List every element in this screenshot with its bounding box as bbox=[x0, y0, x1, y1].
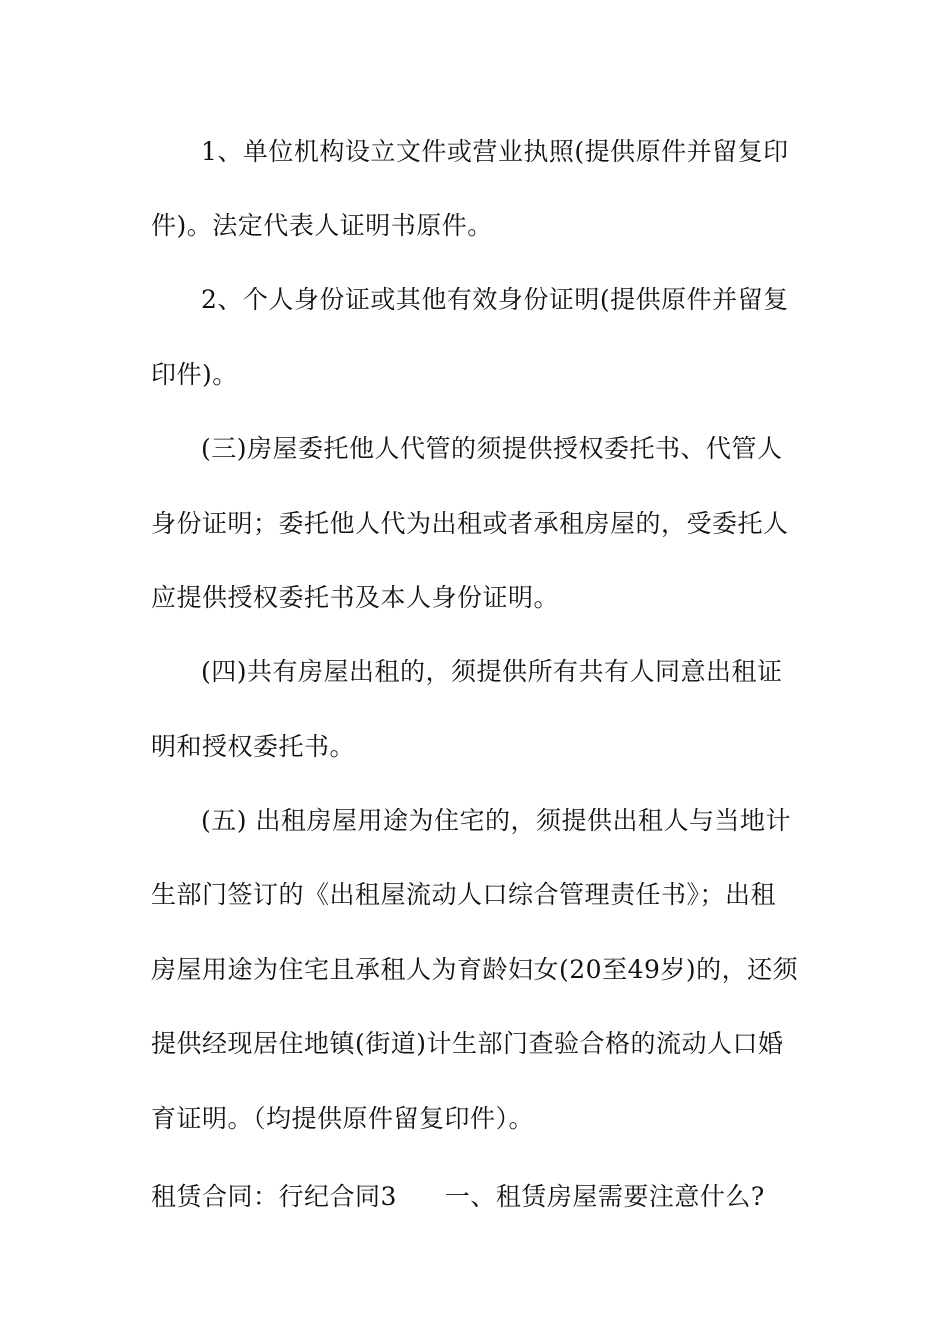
paragraph-5-line-2: 生部门签订的《出租屋流动人口综合管理责任书》；出租 bbox=[151, 880, 777, 909]
footer-line bbox=[151, 1181, 765, 1213]
paragraph-4-line-2: 明和授权委托书。 bbox=[151, 732, 356, 761]
footer-right-text: 一、租赁房屋需要注意什么? bbox=[444, 1182, 765, 1211]
paragraph-3-line-1: (三)房屋委托他人代管的须提供授权委托书、代管人 bbox=[201, 434, 783, 463]
paragraph-5-line-5: 育证明。（均提供原件留复印件）。 bbox=[151, 1104, 535, 1133]
paragraph-3-line-3: 应提供授权委托书及本人身份证明。 bbox=[151, 583, 560, 612]
paragraph-4-line-1: (四)共有房屋出租的，须提供所有共有人同意出租证 bbox=[201, 657, 783, 686]
paragraph-1-line-1: 1、单位机构设立文件或营业执照(提供原件并留复印 bbox=[201, 137, 789, 166]
paragraph-5-line-3: 房屋用途为住宅且承租人为育龄妇女(20至49岁)的，还须 bbox=[151, 955, 799, 984]
paragraph-5-line-1: (五) 出租房屋用途为住宅的，须提供出租人与当地计 bbox=[201, 806, 791, 835]
paragraph-5-line-4: 提供经现居住地镇(街道)计生部门查验合格的流动人口婚 bbox=[151, 1029, 784, 1058]
paragraph-2-line-2: 印件)。 bbox=[151, 360, 238, 389]
paragraph-2-line-1: 2、个人身份证或其他有效身份证明(提供原件并留复 bbox=[201, 285, 789, 314]
footer-left-text: 租赁合同：行纪合同3 bbox=[151, 1182, 397, 1211]
paragraph-3-line-2: 身份证明；委托他人代为出租或者承租房屋的，受委托人 bbox=[151, 509, 789, 538]
paragraph-1-line-2: 件)。法定代表人证明书原件。 bbox=[151, 211, 493, 240]
